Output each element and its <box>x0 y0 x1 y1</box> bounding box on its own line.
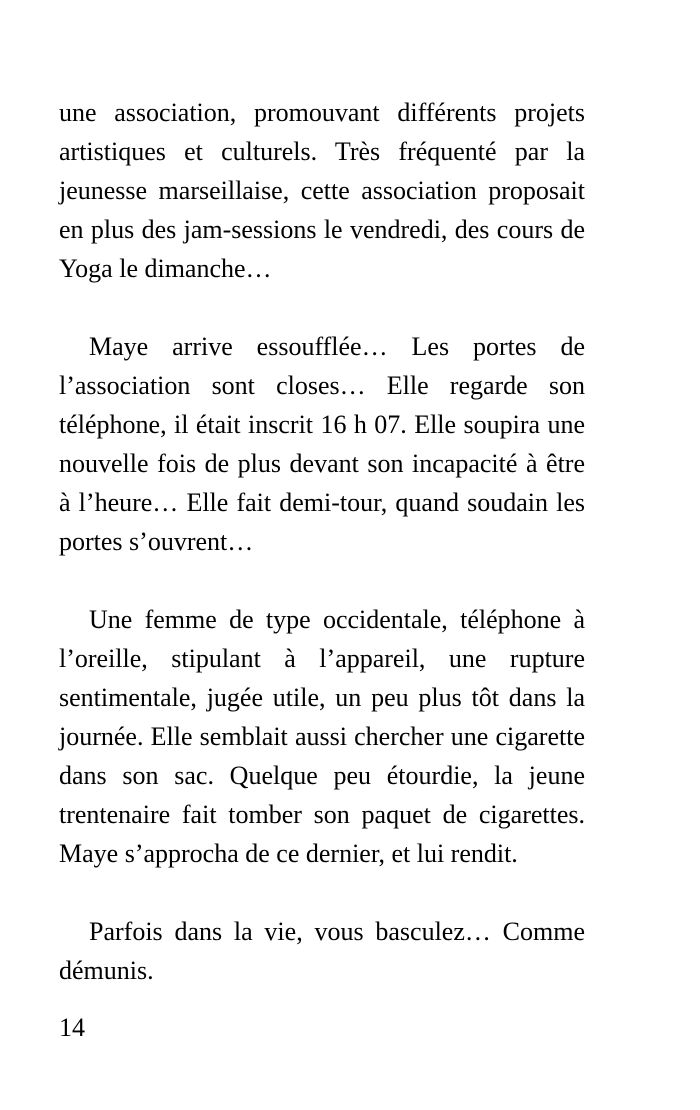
paragraph-maye-arrives: Maye arrive essoufflée… Les portes de l’association sont closes… Elle regarde son téléphone, il était inscrit 16 h 07. Elle soupira une nouvelle fois de plus devant son incapacité à être à l’heure… Elle fait demi-tour, quand soudain les portes s’ouvrent… <box>59 332 585 556</box>
book-page-text <box>59 93 585 990</box>
paragraph-parfois: Parfois dans la vie, vous basculez… Comme démunis. <box>59 917 585 985</box>
page-number: 14 <box>59 1013 85 1042</box>
paragraph-woman-phone: Une femme de type occidentale, téléphone à l’oreille, stipulant à l’appareil, une rupture sentimentale, jugée utile, un peu plus tôt dans la journée. Elle semblait aussi chercher une cigarette dans son sac. Quelque peu étourdie, la jeune trentenaire fait tomber son paquet de cigarettes. Maye s’approcha de ce dernier, et lui rendit. <box>59 605 585 868</box>
paragraph-association: une association, promouvant différents projets artistiques et culturels. Très fréquenté par la jeunesse marseillaise, cette association proposait en plus des jam-sessions le vendredi, des cours de Yoga le dimanche… <box>59 98 585 283</box>
